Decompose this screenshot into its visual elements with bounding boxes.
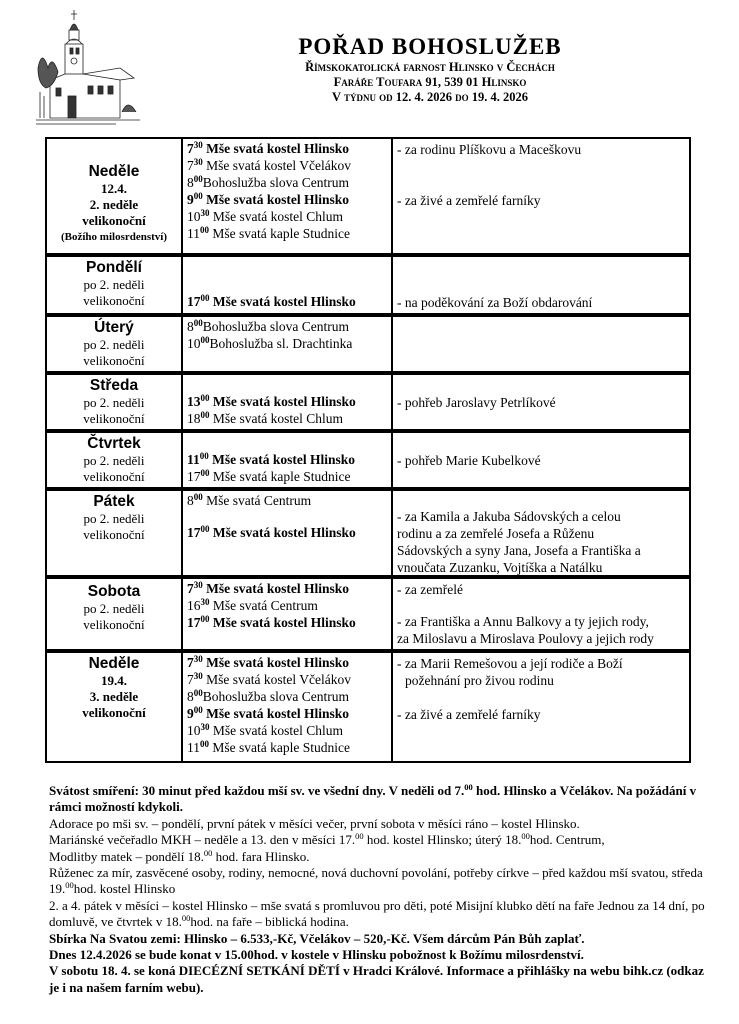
intention-text: vnoučata Zuzanku, Vojtíška a Natálku bbox=[397, 560, 603, 575]
cenacle-note: Mariánské večeřadlo MKH – neděle a 13. den v měsíci 17.00 hod. kostel Hlinsko; úterý 18.00hod. Centrum, bbox=[49, 831, 605, 848]
mass-time: $10^{00}Bohoslužba$ sl. Drachtinka bbox=[187, 335, 353, 351]
table-row bbox=[47, 487, 689, 575]
mass-time: $8^{00}Bohoslužba$ slova Centrum bbox=[187, 688, 349, 704]
collection-note: Sbírka Na Svatou zemi: Hlinsko – 6.533,-Kč, Včelákov – 520,-Kč. Všem dárcům Pán Bůh zaplať. bbox=[49, 930, 585, 946]
day-cell: Sobota po 2. neděli velikonoční bbox=[47, 579, 183, 649]
mass-cell bbox=[183, 579, 393, 649]
day-cell: Neděle 12.4. 2. neděle velikonoční (Božího milosrdenství) bbox=[47, 139, 183, 253]
table-row bbox=[47, 649, 689, 761]
day-name: Pondělí bbox=[86, 259, 142, 276]
mass-cell bbox=[183, 491, 393, 575]
intention-cell bbox=[393, 139, 689, 253]
intention-text: - za Kamila a Jakuba Sádovských a celou bbox=[397, 509, 621, 524]
day-name: Neděle bbox=[88, 163, 140, 180]
mass-time: $18^{00}$ Mše svatá kostel Chlum bbox=[187, 410, 343, 426]
intention-text: - pohřeb Jaroslavy Petrlíkové bbox=[397, 395, 556, 410]
mass-time: $9^{00}$ Mše svatá kostel Hlinsko bbox=[187, 705, 350, 721]
mass-time: $7^{30}$ Mše svatá kostel Hlinsko bbox=[187, 140, 350, 156]
day-name: Pátek bbox=[93, 493, 135, 510]
mass-time: $11^{00}$ Mše svatá kaple Studnice bbox=[187, 739, 350, 755]
intention-text: - za zemřelé bbox=[397, 582, 463, 597]
intention-cell bbox=[393, 375, 689, 429]
table-row bbox=[47, 575, 689, 649]
mass-cell bbox=[183, 257, 393, 313]
mass-cell bbox=[183, 375, 393, 429]
mass-time: $10^{30}$ Mše svatá kostel Chlum bbox=[187, 722, 343, 738]
intention-cell bbox=[393, 653, 689, 761]
parish-name: Římskokatolická farnost Hlinsko v Čechách bbox=[305, 60, 555, 74]
day-cell: Středa po 2. neděli velikonoční bbox=[47, 375, 183, 429]
mass-time: $8^{00}$ Mše svatá Centrum bbox=[187, 492, 312, 508]
day-cell: Neděle 19.4. 3. neděle velikonoční bbox=[47, 653, 183, 761]
header bbox=[250, 34, 610, 105]
table-row bbox=[47, 139, 689, 253]
table-row bbox=[47, 429, 689, 487]
intention-cell bbox=[393, 491, 689, 575]
day-name: Úterý bbox=[94, 319, 134, 336]
mass-time: $17^{00}$ Mše svatá kostel Hlinsko bbox=[187, 293, 356, 309]
day-cell: Pátek po 2. neděli velikonoční bbox=[47, 491, 183, 575]
church-illustration bbox=[36, 8, 140, 128]
mass-cell bbox=[183, 139, 393, 253]
intention-text: - pohřeb Marie Kubelkové bbox=[397, 453, 541, 468]
intention-text: rodinu a za zemřelé Josefa a Růženu bbox=[397, 526, 595, 541]
intention-cell bbox=[393, 433, 689, 487]
week-range: V týdnu od 12. 4. 2026 do 19. 4. 2026 bbox=[332, 90, 528, 104]
day-cell: Pondělí po 2. neděli velikonoční bbox=[47, 257, 183, 313]
intention-text: - za Františka a Annu Balkovy a ty jejich rody, bbox=[397, 614, 649, 629]
day-cell: Úterý po 2. neděli velikonoční bbox=[47, 317, 183, 371]
mass-time: $17^{00}$ Mše svatá kostel Hlinsko bbox=[187, 524, 356, 540]
mass-time: $16^{30}$ Mše svatá Centrum bbox=[187, 597, 318, 613]
intention-text: - za živé a zemřelé farníky bbox=[397, 707, 541, 722]
mass-time: $11^{00}$ Mše svatá kostel Hlinsko bbox=[187, 451, 356, 467]
table-row bbox=[47, 313, 689, 371]
mass-time: $10^{30}$ Mše svatá kostel Chlum bbox=[187, 208, 343, 224]
day-name: Neděle bbox=[88, 655, 140, 672]
intention-text: Sádovských a syny Jana, Josefa a Františka a bbox=[397, 543, 641, 558]
announcements bbox=[49, 783, 709, 996]
day-name: Čtvrtek bbox=[87, 435, 141, 452]
intention-cell bbox=[393, 257, 689, 313]
devotion-note: Dnes 12.4.2026 se bude konat v 15.00hod. v kostele v Hlinsku pobožnost k Božímu milosrdenství. bbox=[49, 947, 584, 963]
intention-text: - za živé a zemřelé farníky bbox=[397, 193, 541, 208]
mass-time: $8^{00}Bohoslužba$ slova Centrum bbox=[187, 174, 349, 190]
mass-cell bbox=[183, 317, 393, 371]
mass-time: $7^{30}$ Mše svatá kostel Včelákov bbox=[187, 671, 351, 687]
intention-text: požehnání pro živou rodinu bbox=[405, 673, 554, 688]
parish-address: Faráře Toufara 91, 539 01 Hlinsko bbox=[333, 75, 527, 89]
confession-note: Svátost smíření: 30 minut před každou mší sv. ve všední dny. V neděli od 7.00 hod. Hlinsko a Včelákov. Na požádání v rámci možností kdykoli. bbox=[49, 782, 697, 815]
mass-time: $11^{00}$ Mše svatá kaple Studnice bbox=[187, 225, 350, 241]
mothers-prayer-note: Modlitby matek – pondělí 18.00 hod. fara Hlinsko. bbox=[49, 847, 310, 864]
adoration-note: Adorace po mši sv. – pondělí, první pátek v měsíci večer, první sobota v měsíci ráno – kostel Hlinsko. bbox=[49, 815, 580, 831]
mass-time: $17^{00}$ Mše svatá kostel Hlinsko bbox=[187, 614, 356, 630]
mass-time: $17^{00}$ Mše svatá kaple Studnice bbox=[187, 468, 351, 484]
mass-time: $7^{30}$ Mše svatá kostel Hlinsko bbox=[187, 580, 350, 596]
day-cell: Čtvrtek po 2. neděli velikonoční bbox=[47, 433, 183, 487]
mass-cell bbox=[183, 433, 393, 487]
mass-time: $13^{00}$ Mše svatá kostel Hlinsko bbox=[187, 393, 356, 409]
intention-cell bbox=[393, 579, 689, 649]
mass-cell bbox=[183, 653, 393, 761]
mass-time: $8^{00}Bohoslužba$ slova Centrum bbox=[187, 318, 349, 334]
intention-cell bbox=[393, 317, 689, 371]
intention-text: - na poděkování za Boží obdarování bbox=[397, 295, 593, 310]
table-row bbox=[47, 371, 689, 429]
mass-time: $7^{30}$ Mše svatá kostel Hlinsko bbox=[187, 654, 350, 670]
mass-time: $9^{00}$ Mše svatá kostel Hlinsko bbox=[187, 191, 350, 207]
table-row bbox=[47, 253, 689, 313]
mass-time: $7^{30}$ Mše svatá kostel Včelákov bbox=[187, 157, 351, 173]
rosary-note: Růženec za mír, zasvěcené osoby, rodiny, nemocné, nová duchovní povolání, potřeby církve – před každou mší svatou, středa 19.00hod. kostel Hlinsko bbox=[49, 865, 703, 897]
day-name: Středa bbox=[89, 377, 139, 394]
schedule-table bbox=[45, 137, 691, 763]
day-name: Sobota bbox=[87, 583, 141, 600]
intention-text: za Miloslavu a Miroslava Poulovy a jejich rody bbox=[397, 631, 654, 646]
intention-text: - za Marii Remešovou a její rodiče a Boží bbox=[397, 656, 623, 671]
intention-text: - za rodinu Plíškovu a Maceškovu bbox=[397, 142, 582, 157]
page-title: POŘAD BOHOSLUŽEB bbox=[298, 34, 562, 59]
meeting-note: V sobotu 18. 4. se koná DIECÉZNÍ SETKÁNÍ DĚTÍ v Hradci Králové. Informace a přihlášky na webu bihk.cz (odkaz je i na našem farním webu). bbox=[49, 963, 704, 995]
children-note: 2. a 4. pátek v měsíci – kostel Hlinsko – mše svatá s promluvou pro děti, poté Misijní klubko dětí na faře Jednou za 14 dní, po domluvě, ve čtvrtek v 18.00hod. na faře – biblická hodina. bbox=[49, 897, 705, 930]
